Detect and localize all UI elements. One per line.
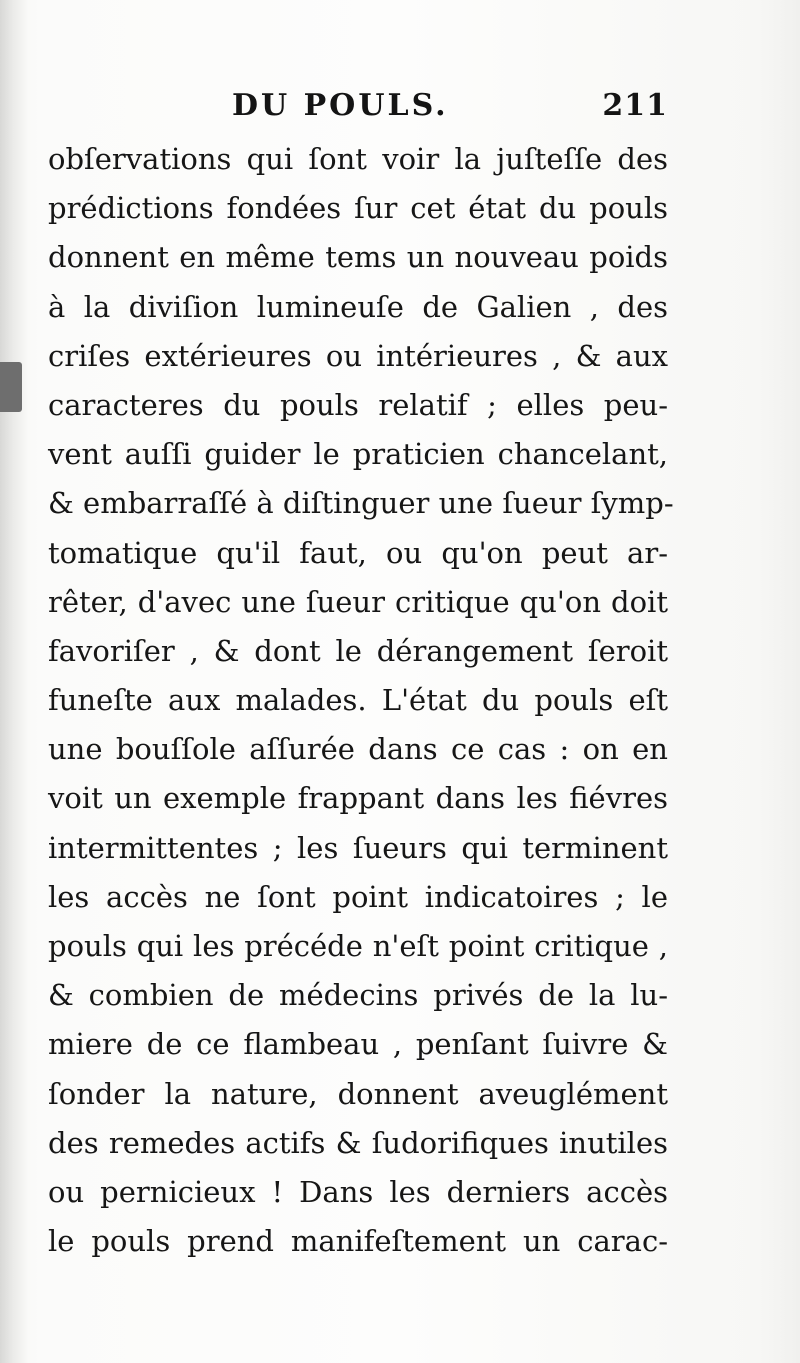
text-line: des remedes actifs & ſudorifiques inutiles xyxy=(48,1125,668,1160)
binding-shadow xyxy=(0,0,28,1363)
text-line: une bouſſole aſſurée dans ce cas : on en xyxy=(48,732,668,767)
text-line: tomatique qu'il faut, ou qu'on peut ar- xyxy=(48,535,668,570)
text-line: les accès ne ſont point indicatoires ; le xyxy=(48,879,668,914)
text-line: & combien de médecins privés de la lu- xyxy=(48,978,668,1013)
text-line: le pouls prend manifeſtement un carac- xyxy=(48,1224,668,1259)
text-line: caracteres du pouls relatif ; elles peu- xyxy=(48,387,668,422)
text-line: miere de ce flambeau , penſant ſuivre & xyxy=(48,1027,668,1062)
page-number: 211 xyxy=(602,88,668,123)
text-line: criſes extérieures ou intérieures , & aux xyxy=(48,338,668,373)
text-line: voit un exemple frappant dans les fiévres xyxy=(48,781,668,816)
text-line: ou pernicieux ! Dans les derniers accès xyxy=(48,1174,668,1209)
text-line: à la diviſion lumineuſe de Galien , des xyxy=(48,289,668,324)
text-line: ſonder la nature, donnent aveuglément xyxy=(48,1076,668,1111)
running-title: DU POULS. xyxy=(232,88,449,123)
text-line: donnent en même tems un nouveau poids xyxy=(48,240,668,275)
text-line: prédictions fondées ſur cet état du pouls xyxy=(48,191,668,226)
text-line: funeſte aux malades. L'état du pouls eſt xyxy=(48,683,668,718)
text-line: rêter, d'avec une ſueur critique qu'on doit xyxy=(48,584,668,619)
text-line: obſervations qui ſont voir la juſteſſe des xyxy=(48,142,668,176)
body-text xyxy=(48,135,674,1266)
text-line: favoriſer , & dont le dérangement ſeroit xyxy=(48,633,668,668)
page-header xyxy=(48,84,668,130)
text-line: & embarraſſé à diſtinguer une ſueur ſymp- xyxy=(48,486,674,521)
text-line: intermittentes ; les ſueurs qui terminent xyxy=(48,830,668,865)
page-edge-tab xyxy=(0,362,22,412)
text-line: vent auſſi guider le praticien chancelant, xyxy=(48,437,668,472)
text-line: pouls qui les précéde n'eſt point critique , xyxy=(48,929,668,963)
